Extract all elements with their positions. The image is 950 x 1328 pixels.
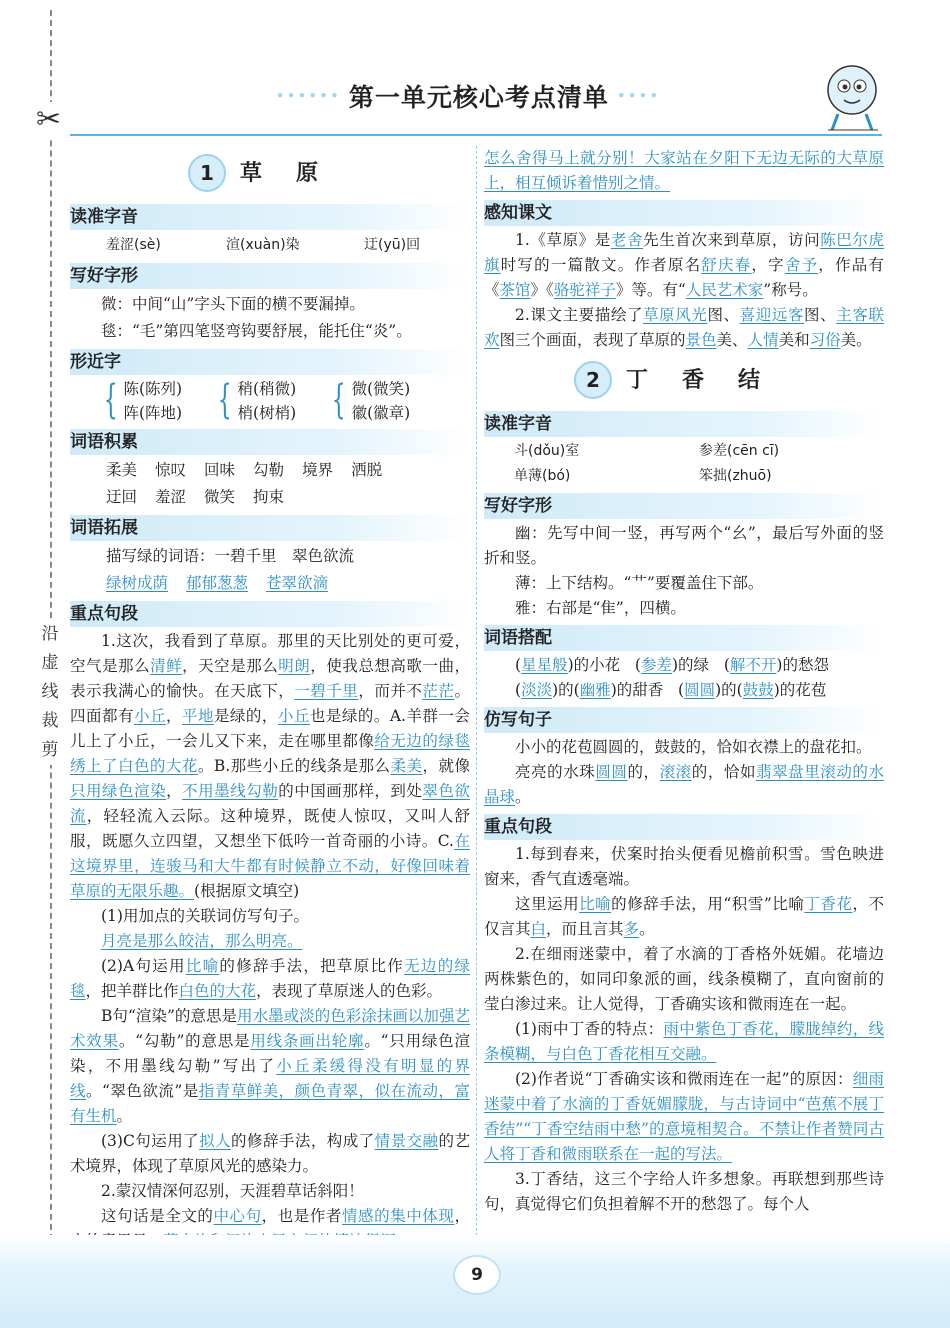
binding-margin	[0, 0, 62, 1328]
answer-line: 月亮是那么皎洁，那么明亮。	[101, 932, 303, 950]
similar-pair: { 微(微笑) 徽(徽章)	[331, 377, 411, 423]
colloc-row: (淡淡)的(幽雅)的甜香 (圆圆)的(鼓鼓)的花苞	[515, 681, 827, 699]
write-item: 毯：“毛”第四笔竖弯钩要舒展，能托住“炎”。	[101, 322, 412, 340]
question: (1)雨中丁香的特点：雨中紫色丁香花，朦胧绰约，线条模糊，与白色丁香花相互交融。	[484, 1020, 884, 1063]
vocab-word: 勾勒	[253, 461, 285, 479]
section-heading: 写好字形	[70, 263, 470, 289]
similar-chars	[70, 377, 470, 425]
key-passage: 1.这次，我看到了草原。那里的天比别处的更可爱，空气是那么清鲜，天空是那么明朗，使我总想高歌一曲，表示我满心的愉快。在天底下，一碧千里，而并不茫茫。四面都有小丘，平地是绿的，小丘也是绿的。A.羊群一会儿上了小丘，一会儿又下来，走在哪里都像给无边的绿毯绣上了白色的大花。B.那些小丘的线条是那么柔美，就像只用绿色渲染，不用墨线勾勒的中国画那样，到处翠色欲流，轻轻流入云际。这种境界，既使人惊叹，又叫人舒服，既愿久立四望，又想坐下低吟一首奇丽的小诗。C.在这境界里，连骏马和大牛都有时候静立不动，好像回味着草原的无限乐趣。(根据原文填空)	[70, 632, 470, 900]
cut-label: 沿 虚 线 裁 剪	[40, 620, 60, 765]
vocab-row	[70, 457, 470, 484]
page-number: 9	[453, 1255, 501, 1295]
pronounce-item: 笨拙(zhuō)	[699, 468, 772, 484]
similar-item: 微(微笑)	[351, 380, 411, 398]
page-title: 第一单元核心考点清单	[348, 83, 609, 112]
pronounce-item: 参差(cēn cī)	[699, 443, 780, 459]
key-passage: 2.在细雨迷蒙中，着了水滴的丁香格外妩媚。花墙边两株紫色的，如同印象派的画，线条模糊了，直向窗前的莹白渗过来。让人觉得，丁香确实该和微雨连在一起。	[484, 945, 884, 1013]
answer-continuation: 怎么舍得马上就分别！大家站在夕阳下无边无际的大草原上，相互倾诉着惜别之情。	[484, 149, 884, 192]
write-item: 薄：上下结构。“艹”要覆盖住下部。	[515, 574, 764, 592]
page-header	[268, 76, 668, 116]
question: (2)作者说“丁香确实该和微雨连在一起”的原因：细雨迷蒙中着了水滴的丁香妩媚朦胧，与古诗词中“芭蕉不展丁香结”“丁香空结雨中愁”的意境相契合。不禁让作者赞同古人将丁香和微雨联系在一起的写法。	[484, 1070, 884, 1163]
lesson-number: 1	[188, 154, 226, 192]
lesson-heading	[484, 355, 884, 405]
similar-item: 梢(树梢)	[237, 404, 297, 422]
pronounce-row	[70, 232, 470, 259]
section-heading: 词语搭配	[484, 625, 884, 651]
lesson-number: 2	[574, 361, 612, 399]
mascot-icon	[818, 60, 888, 134]
write-item: 微：中间“山”字头下面的横不要漏掉。	[101, 295, 365, 313]
imitate-answer: 亮亮的水珠圆圆的，滚滚的，恰如翡翠盘里滚动的水晶球。	[484, 763, 884, 806]
lesson-title: 丁香结	[625, 367, 794, 393]
column-divider	[476, 146, 477, 1236]
right-column	[484, 146, 884, 1217]
section-heading: 仿写句子	[484, 707, 884, 733]
feel-item: 1.《草原》是老舍先生首次来到草原，访问陈巴尔虎旗时写的一篇散文。作者原名舒庆春，字舍予，作品有《茶馆》《骆驼祥子》等。有“人民艺术家”称号。	[484, 231, 884, 299]
similar-pair: { 陈(陈列) 阵(阵地)	[103, 377, 183, 423]
section-heading: 重点句段	[484, 814, 884, 840]
question: 这句话是全文的中心句，也是作者情感的集中体现，	[101, 1207, 470, 1225]
pronounce-item: 迂(yū)回	[364, 237, 421, 253]
similar-item: 稍(稍微)	[237, 380, 297, 398]
section-heading: 读准字音	[70, 204, 470, 230]
vocab-word: 微笑	[204, 488, 236, 506]
header-divider	[70, 134, 882, 136]
pronounce-item: 斗(dǒu)室	[514, 443, 580, 459]
answer-text: 苍翠欲滴	[266, 574, 329, 592]
expand-answers	[70, 570, 470, 597]
key-passage: 1.每到春来，伏案时抬头便看见檐前积雪。雪色映进窗来，香气直透毫端。	[484, 845, 884, 888]
pronounce-item: 渲(xuàn)染	[226, 237, 300, 253]
expand-intro: 描写绿的词语：一碧千里 翠色欲流	[106, 547, 355, 565]
feel-item: 2.课文主要描绘了草原风光图、喜迎远客图、主客联欢图三个画面，表现了草原的景色美、人情美和习俗美。	[484, 306, 884, 349]
vocab-word: 柔美	[106, 461, 138, 479]
key-passage: 2.蒙汉情深何忍别，天涯碧草话斜阳！	[101, 1182, 364, 1200]
question: (1)用加点的关联词仿写句子。	[101, 907, 309, 925]
section-heading: 形近字	[70, 349, 470, 375]
section-heading: 重点句段	[70, 601, 470, 627]
vocab-word: 迂回	[106, 488, 138, 506]
section-heading: 读准字音	[484, 411, 884, 437]
left-column	[70, 146, 470, 1254]
colloc-row: (星星般)的小花 (参差)的绿 (解不开)的愁怨	[515, 656, 829, 674]
vocab-word: 回味	[204, 461, 236, 479]
vocab-word: 惊叹	[155, 461, 187, 479]
vocab-word: 拘束	[253, 488, 285, 506]
section-heading: 词语拓展	[70, 515, 470, 541]
write-item: 幽：先写中间一竖，再写两个“幺”，最后写外面的竖折和竖。	[484, 524, 884, 567]
pronounce-item: 羞涩(sè)	[106, 237, 161, 253]
pronounce-item: 单薄(bó)	[514, 468, 571, 484]
question: B句“渲染”的意思是用水墨或淡的色彩涂抹画以加强艺术效果。“勾勒”的意思是用线条画出轮廓。“只用绿色渲染，不用墨线勾勒”写出了小丘柔缓得没有明显的界线。“翠色欲流”是指青草鲜美，颜色青翠，似在流动，富有生机。	[70, 1007, 470, 1125]
lesson-title: 草原	[239, 160, 352, 186]
similar-item: 陈(陈列)	[123, 380, 183, 398]
key-passage: 3.丁香结，这三个字给人许多想象。再联想到那些诗句，真觉得它们负担着解不开的愁怨了。每个人	[484, 1170, 884, 1213]
similar-item: 徽(徽章)	[351, 404, 411, 422]
vocab-row	[70, 484, 470, 511]
section-heading: 词语积累	[70, 429, 470, 455]
question: (3)C句运用了拟人的修辞手法，构成了情景交融的艺术境界，体现了草原风光的感染力。	[70, 1132, 470, 1175]
section-heading: 写好字形	[484, 493, 884, 519]
similar-item: 阵(阵地)	[123, 404, 183, 422]
question: (2)A句运用比喻的修辞手法，把草原比作无边的绿毯，把羊群比作白色的大花，表现了草原迷人的色彩。	[70, 957, 470, 1000]
similar-pair: { 稍(稍微) 梢(树梢)	[217, 377, 297, 423]
write-item: 雅：右部是“隹”，四横。	[515, 599, 686, 617]
vocab-word: 境界	[302, 461, 334, 479]
header-dots-left: ••••••	[275, 87, 341, 105]
section-heading: 感知课文	[484, 200, 884, 226]
vocab-word: 羞涩	[155, 488, 187, 506]
pronounce-grid	[484, 439, 884, 489]
question: 这里运用比喻的修辞手法，用“积雪”比喻丁香花，不仅言其白，而且言其多。	[484, 895, 884, 938]
scissors-icon: ✂	[36, 102, 62, 137]
imitate-example: 小小的花苞圆圆的，鼓鼓的，恰如衣襟上的盘花扣。	[515, 738, 872, 756]
vocab-word: 洒脱	[351, 461, 383, 479]
answer-text: 郁郁葱葱	[186, 574, 249, 592]
lesson-heading	[70, 148, 470, 198]
answer-text: 绿树成荫	[106, 574, 169, 592]
header-dots-right: ••••	[616, 87, 661, 105]
